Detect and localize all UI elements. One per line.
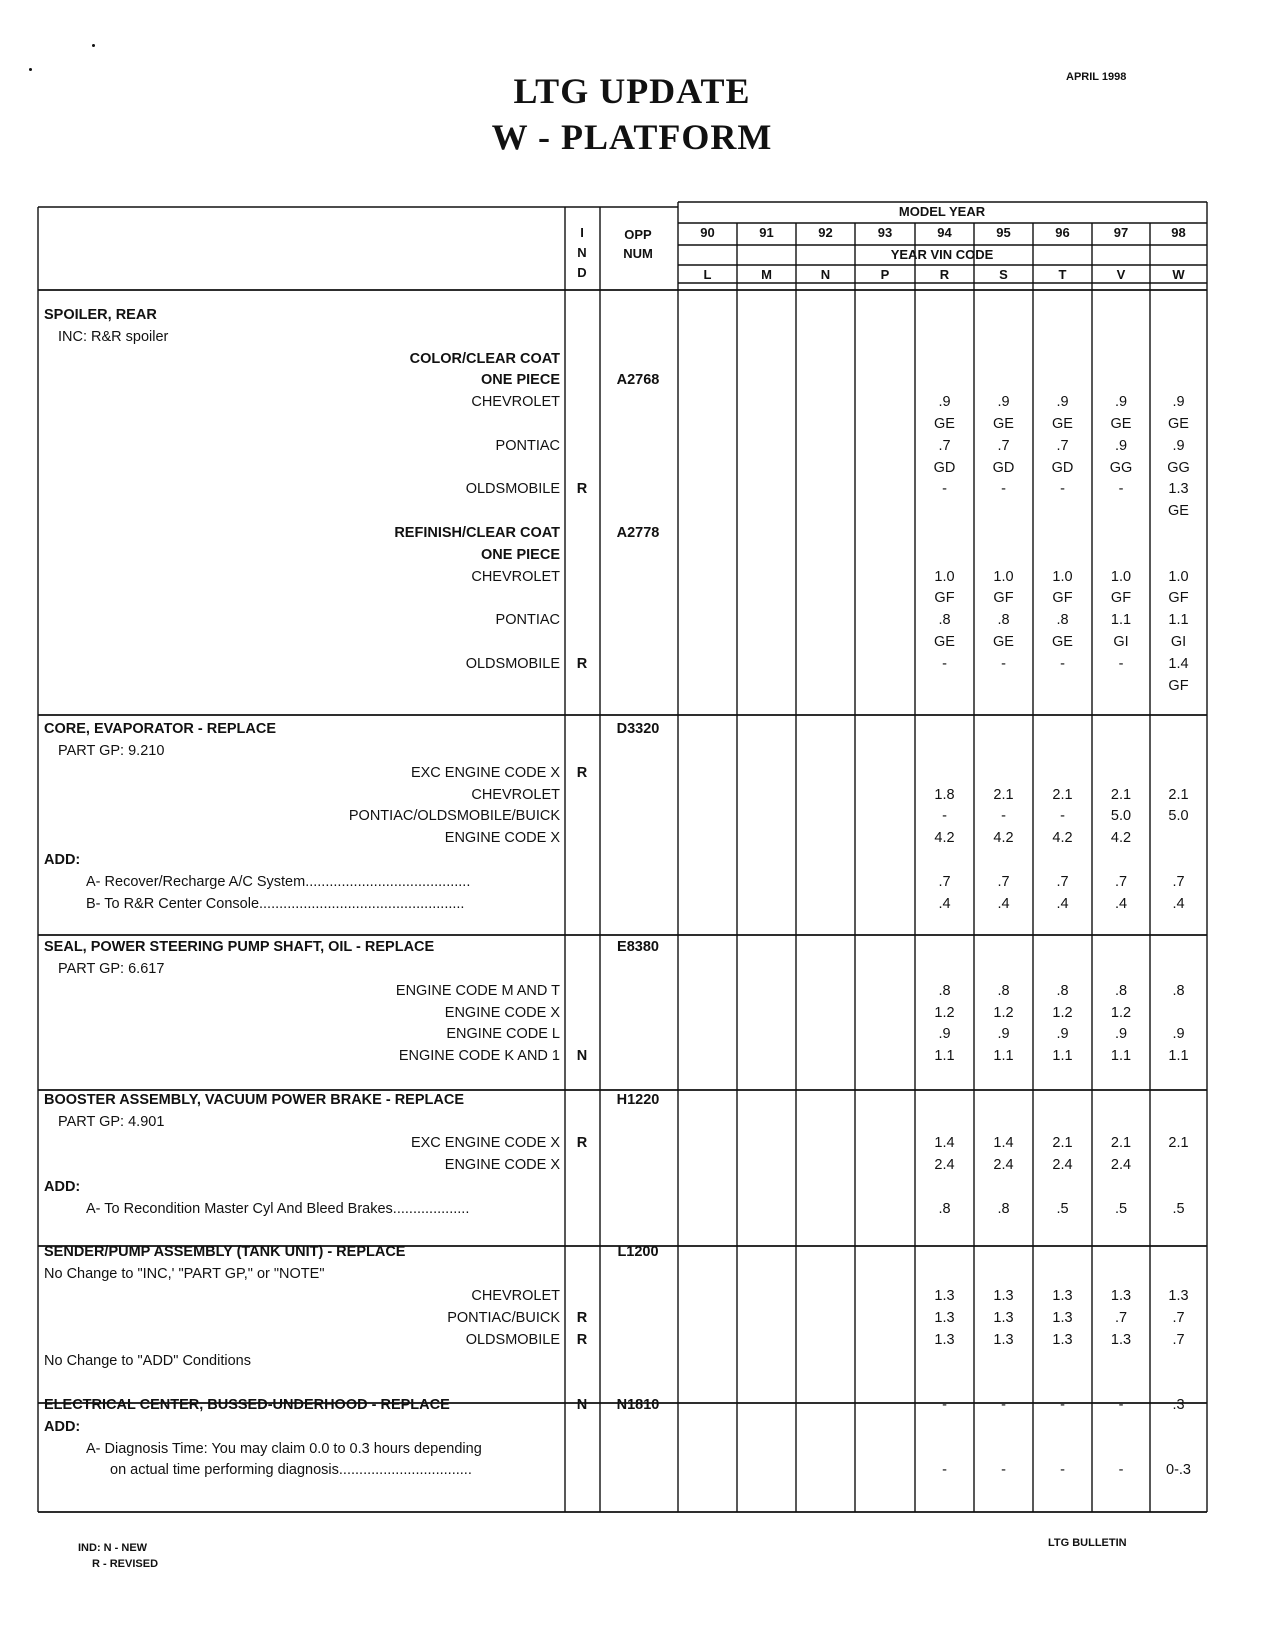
row-value: 2.4	[1052, 1157, 1073, 1174]
row-value: 2.1	[1052, 786, 1073, 803]
row-value: .9	[1172, 437, 1185, 454]
row-value: .7	[1114, 873, 1128, 890]
row-label: ENGINE CODE X	[444, 1004, 560, 1021]
row-label: OLDSMOBILE	[465, 1331, 560, 1348]
row-value: GE	[934, 416, 955, 432]
row-value: GI	[1170, 634, 1187, 650]
row-opp-num: N1810	[616, 1397, 660, 1413]
row-value: .9	[1172, 1026, 1185, 1043]
bulletin-label: LTG BULLETIN	[1048, 1537, 1127, 1549]
row-value: -	[1118, 481, 1124, 498]
row-value: .9	[938, 1026, 951, 1043]
row-value: .9	[1114, 394, 1128, 411]
row-value: .7	[997, 873, 1010, 890]
row-label: ELECTRICAL CENTER, BUSSED-UNDERHOOD - REPLACE	[44, 1397, 450, 1413]
header-year: 91	[759, 225, 774, 240]
row-value: GF	[1168, 677, 1189, 694]
row-label: PONTIAC/BUICK	[447, 1309, 560, 1326]
row-label: PONTIAC	[495, 437, 560, 454]
row-label: A- Diagnosis Time: You may claim 0.0 to 0.3 hours depending	[86, 1440, 482, 1457]
row-value: 1.2	[1052, 1004, 1073, 1021]
row-label: ADD:	[44, 1418, 81, 1435]
row-value: .8	[938, 982, 951, 999]
row-value: -	[942, 1462, 947, 1479]
row-value: 1.0	[1110, 568, 1132, 585]
row-value: GE	[993, 634, 1014, 650]
row-value: 2.1	[1110, 786, 1132, 803]
header-num: NUM	[623, 246, 653, 261]
row-label: OLDSMOBILE	[465, 481, 560, 498]
row-value: .8	[997, 1200, 1010, 1217]
row-label: BOOSTER ASSEMBLY, VACUUM POWER BRAKE - REPLACE	[44, 1091, 464, 1108]
row-label: CHEVROLET	[471, 1288, 560, 1304]
row-label: PONTIAC/OLDSMOBILE/BUICK	[348, 808, 560, 825]
row-value: .7	[1056, 873, 1069, 890]
row-value: 1.1	[1110, 612, 1132, 629]
row-label: PART GP: 6.617	[58, 961, 165, 977]
row-ind: R	[576, 481, 588, 498]
row-value: .9	[997, 394, 1010, 411]
row-value: .4	[938, 895, 951, 912]
header-vin-code: P	[880, 267, 890, 282]
row-value: 1.3	[1052, 1331, 1073, 1348]
header-vin-code: M	[761, 267, 772, 282]
row-value: -	[1001, 481, 1006, 498]
row-value: GD	[992, 459, 1015, 476]
row-value: .9	[1114, 437, 1128, 454]
row-value: 2.4	[934, 1157, 955, 1174]
row-label: EXC ENGINE CODE X	[410, 1135, 560, 1152]
row-value: GE	[1110, 416, 1132, 432]
row-opp-num: L1200	[617, 1244, 659, 1261]
header-ind: N	[577, 245, 587, 260]
header-year: 92	[818, 225, 833, 240]
header-vin-code: N	[820, 267, 831, 282]
row-value: .4	[997, 895, 1010, 912]
row-value: .4	[1172, 895, 1185, 912]
row-value: 2.1	[1168, 786, 1189, 803]
page-title: LTG UPDATE	[513, 71, 751, 111]
row-label: A- To Recondition Master Cyl And Bleed Brakes...................	[86, 1200, 470, 1217]
row-label: PART GP: 4.901	[58, 1113, 165, 1130]
row-value: -	[1001, 808, 1006, 825]
row-label: ENGINE CODE K AND 1	[398, 1048, 560, 1065]
row-ind: R	[576, 655, 588, 672]
row-label: CHEVROLET	[471, 394, 560, 411]
row-value: .7	[1172, 1309, 1185, 1326]
issue-date: APRIL 1998	[1066, 71, 1127, 83]
row-value: -	[1060, 1462, 1065, 1479]
row-value: 1.3	[993, 1309, 1014, 1326]
header-vin-code: W	[1172, 267, 1185, 282]
row-value: 1.3	[993, 1288, 1014, 1304]
row-value: .9	[938, 394, 951, 411]
row-label: ONE PIECE	[481, 372, 560, 389]
row-label: CORE, EVAPORATOR - REPLACE	[44, 721, 277, 738]
row-value: GE	[1052, 634, 1073, 650]
row-label: B- To R&R Center Console...................................................	[86, 895, 465, 912]
row-value: .8	[1056, 982, 1069, 999]
header-vin-code: V	[1116, 267, 1126, 282]
header-ind: D	[577, 265, 587, 280]
row-value: 2.1	[1052, 1135, 1073, 1152]
row-value: .4	[1114, 895, 1128, 912]
row-value: .7	[938, 437, 951, 454]
row-value: 1.4	[1168, 655, 1189, 672]
row-label: CHEVROLET	[471, 568, 560, 585]
row-opp-num: D3320	[616, 721, 660, 738]
row-value: -	[1060, 808, 1065, 825]
row-value: GI	[1113, 634, 1129, 650]
row-label: ADD:	[44, 852, 81, 868]
row-value: .8	[938, 1200, 951, 1217]
header-year: 93	[877, 225, 893, 240]
row-value: -	[1001, 1462, 1006, 1479]
row-label: ONE PIECE	[481, 546, 560, 563]
row-value: GE	[934, 634, 955, 650]
row-ind: R	[576, 764, 588, 781]
row-value: -	[942, 481, 947, 498]
page-subtitle: W - PLATFORM	[491, 117, 773, 157]
row-label: REFINISH/CLEAR COAT	[394, 525, 560, 541]
row-value: 1.2	[993, 1004, 1014, 1021]
row-value: 1.3	[934, 1309, 955, 1326]
row-opp-num: A2768	[616, 372, 660, 389]
row-value: -	[1118, 1462, 1124, 1479]
row-label: ENGINE CODE L	[446, 1026, 560, 1043]
row-value: .8	[997, 612, 1010, 629]
header-year: 97	[1113, 225, 1129, 240]
header-vin-code: L	[703, 267, 712, 282]
row-value: .7	[1056, 437, 1069, 454]
row-value: GD	[933, 459, 956, 476]
row-value: GE	[1168, 416, 1189, 432]
row-value: GE	[1168, 503, 1189, 520]
row-value: 1.2	[1110, 1004, 1132, 1021]
row-value: 4.2	[1052, 830, 1073, 847]
row-value: .8	[1172, 982, 1185, 999]
row-value: GG	[1109, 459, 1133, 476]
row-label: ENGINE CODE X	[444, 830, 560, 847]
row-label: SENDER/PUMP ASSEMBLY (TANK UNIT) - REPLACE	[44, 1244, 406, 1261]
row-value: .3	[1172, 1397, 1185, 1413]
row-label: A- Recover/Recharge A/C System.........................................	[86, 873, 471, 890]
row-ind: R	[576, 1309, 588, 1326]
row-label: on actual time performing diagnosis.................................	[110, 1462, 472, 1479]
row-value: .9	[1114, 1026, 1128, 1043]
row-value: 2.1	[1168, 1135, 1189, 1152]
row-value: 1.1	[1168, 612, 1189, 629]
row-value: .8	[1114, 982, 1128, 999]
row-value: 0-.3	[1166, 1462, 1191, 1479]
row-ind: R	[576, 1135, 588, 1152]
row-value: .7	[1114, 1309, 1128, 1326]
row-value: 1.1	[1052, 1048, 1073, 1065]
header-vin-title: YEAR VIN CODE	[890, 247, 994, 262]
row-value: GG	[1167, 459, 1190, 476]
row-value: 1.0	[934, 568, 955, 585]
row-value: .5	[1114, 1200, 1128, 1217]
row-value: .9	[1172, 394, 1185, 411]
legend-revised: R - REVISED	[92, 1558, 159, 1570]
row-value: .5	[1056, 1200, 1069, 1217]
row-value: 1.4	[993, 1135, 1014, 1152]
row-value: -	[1001, 1397, 1006, 1413]
row-value: -	[1001, 655, 1006, 672]
row-ind: R	[576, 1331, 588, 1348]
row-value: 4.2	[1110, 830, 1132, 847]
header-year: 98	[1171, 225, 1186, 240]
row-label: ENGINE CODE M AND T	[395, 982, 560, 999]
row-opp-num: E8380	[617, 939, 659, 956]
row-value: 4.2	[993, 830, 1014, 847]
row-value: 1.0	[1052, 568, 1073, 585]
row-value: 2.1	[1110, 1135, 1132, 1152]
row-label: ADD:	[44, 1179, 81, 1195]
header-vin-code: S	[999, 267, 1008, 282]
row-label: PONTIAC	[495, 612, 560, 629]
row-value: .9	[1056, 394, 1069, 411]
row-label: ENGINE CODE X	[444, 1157, 560, 1174]
row-value: 1.1	[1110, 1048, 1132, 1065]
row-opp-num: H1220	[616, 1091, 660, 1108]
row-value: .9	[997, 1026, 1010, 1043]
row-value: 1.3	[1110, 1288, 1132, 1304]
header-vin-code: R	[939, 267, 950, 282]
row-label: SPOILER, REAR	[44, 307, 157, 323]
row-value: 1.8	[934, 786, 955, 803]
row-value: -	[942, 808, 947, 825]
row-value: 1.3	[1052, 1288, 1073, 1304]
row-value: .4	[1056, 895, 1069, 912]
row-value: 5.0	[1168, 808, 1189, 825]
row-opp-num: A2778	[616, 525, 660, 541]
header-year: 94	[937, 225, 952, 240]
legend-new: IND: N - NEW	[78, 1542, 148, 1554]
row-ind: N	[576, 1048, 588, 1065]
header-model-year: MODEL YEAR	[898, 204, 986, 219]
row-value: 1.1	[934, 1048, 955, 1065]
header-year: 95	[996, 225, 1011, 240]
row-value: 1.1	[1168, 1048, 1189, 1065]
row-value: .8	[997, 982, 1010, 999]
row-value: 1.0	[993, 568, 1014, 585]
header-ind: I	[580, 225, 584, 240]
row-value: .8	[938, 612, 951, 629]
row-value: 1.3	[1110, 1331, 1132, 1348]
header-vin-code: T	[1058, 267, 1067, 282]
row-value: .9	[1056, 1026, 1069, 1043]
row-value: -	[1060, 481, 1065, 498]
row-value: .7	[997, 437, 1010, 454]
row-label: OLDSMOBILE	[465, 655, 560, 672]
row-label: SEAL, POWER STEERING PUMP SHAFT, OIL - REPLACE	[44, 939, 435, 956]
row-value: GF	[993, 590, 1014, 607]
row-value: 2.1	[993, 786, 1014, 803]
row-value: .8	[1056, 612, 1069, 629]
row-value: GF	[1110, 590, 1132, 607]
row-label: INC: R&R spoiler	[58, 328, 169, 345]
row-value: GF	[934, 590, 955, 607]
row-value: 1.3	[1168, 481, 1189, 498]
row-value: GE	[993, 416, 1014, 432]
row-value: 1.1	[993, 1048, 1014, 1065]
row-value: 1.4	[934, 1135, 955, 1152]
row-value: 1.3	[993, 1331, 1014, 1348]
header-year: 90	[700, 225, 715, 240]
row-label: PART GP: 9.210	[58, 743, 165, 759]
row-value: GF	[1168, 590, 1189, 607]
row-label: CHEVROLET	[471, 786, 560, 803]
row-value: -	[1060, 1397, 1065, 1413]
row-value: -	[942, 655, 947, 672]
row-value: -	[1118, 655, 1124, 672]
row-value: 2.4	[993, 1157, 1014, 1174]
row-value: -	[1060, 655, 1065, 672]
header-year: 96	[1055, 225, 1070, 240]
row-value: -	[942, 1397, 947, 1413]
row-value: -	[1118, 1397, 1124, 1413]
row-value: GD	[1051, 459, 1074, 476]
row-label: EXC ENGINE CODE X	[410, 764, 560, 781]
row-value: 1.0	[1168, 568, 1189, 585]
row-value: 5.0	[1110, 808, 1132, 825]
row-value: .7	[938, 873, 951, 890]
row-value: 1.3	[934, 1288, 955, 1304]
row-value: .7	[1172, 1331, 1185, 1348]
row-value: 1.3	[934, 1331, 955, 1348]
header-opp: OPP	[624, 227, 652, 242]
row-label: COLOR/CLEAR COAT	[409, 350, 560, 367]
row-value: .7	[1172, 873, 1185, 890]
row-ind: N	[576, 1397, 588, 1413]
row-value: 1.3	[1168, 1288, 1189, 1304]
row-value: GE	[1052, 416, 1073, 432]
row-value: 1.3	[1052, 1309, 1073, 1326]
row-value: 2.4	[1110, 1157, 1132, 1174]
row-label: No Change to "INC,' "PART GP," or "NOTE"	[44, 1266, 325, 1283]
row-value: 4.2	[934, 830, 955, 847]
row-label: No Change to "ADD" Conditions	[44, 1353, 251, 1370]
row-value: .5	[1172, 1200, 1185, 1217]
row-value: 1.2	[934, 1004, 955, 1021]
row-value: GF	[1052, 590, 1073, 607]
